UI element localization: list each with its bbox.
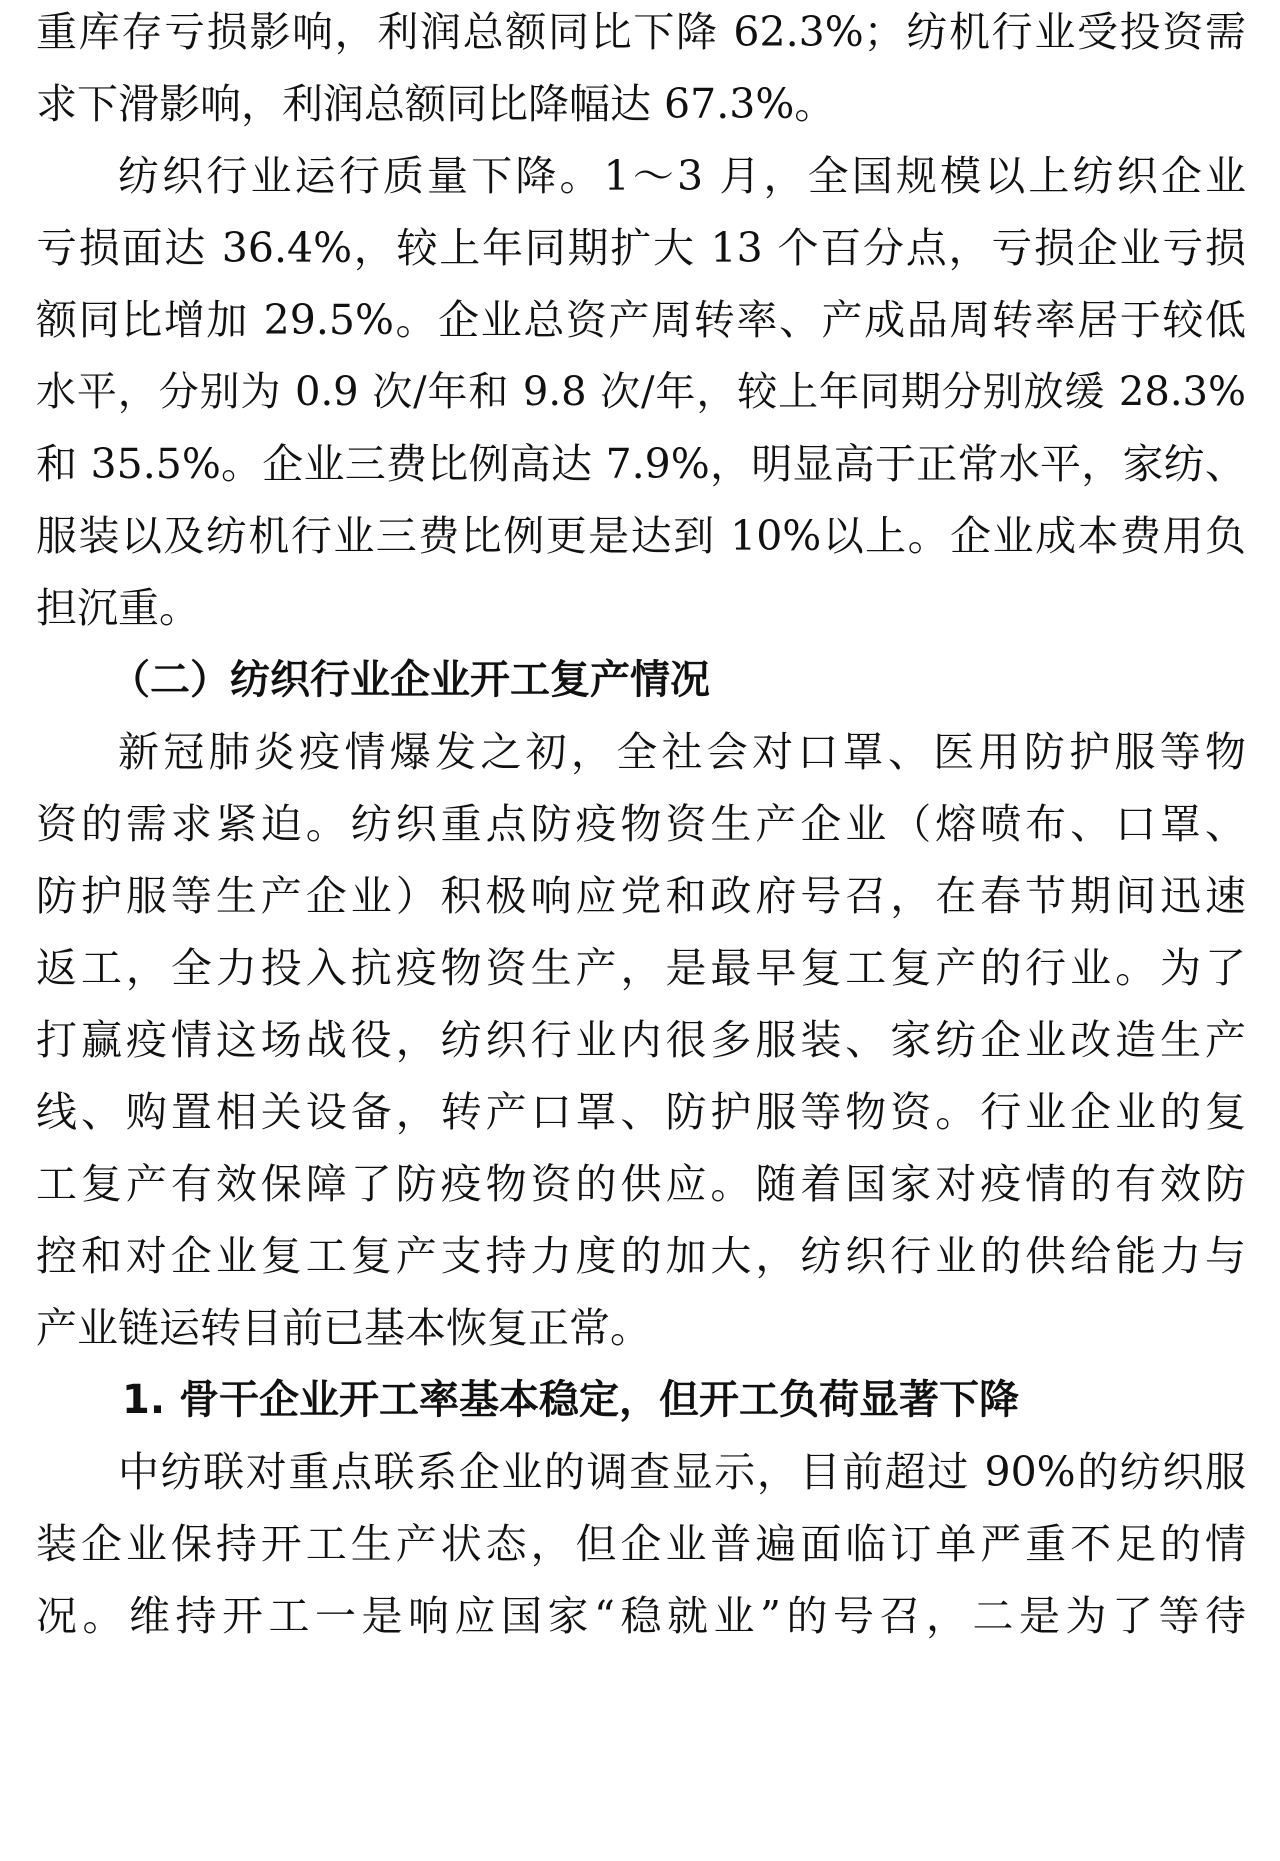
subsection-heading: 1. 骨干企业开工率基本稳定，但开工负荷显著下降: [122, 1377, 1019, 1423]
paragraph-line: 防护服等生产企业）积极响应党和政府号召，在春节期间迅速: [36, 872, 1246, 920]
paragraph-line: 产业链运转目前已基本恢复正常。: [36, 1304, 651, 1352]
paragraph-line: 新冠肺炎疫情爆发之初，全社会对口罩、医用防护服等物: [118, 728, 1246, 776]
paragraph-line: 资的需求紧迫。纺织重点防疫物资生产企业（熔喷布、口罩、: [36, 800, 1246, 848]
paragraph-line: 返工，全力投入抗疫物资生产，是最早复工复产的行业。为了: [36, 944, 1246, 992]
paragraph-line: 中纺联对重点联系企业的调查显示，目前超过 90%的纺织服: [118, 1448, 1246, 1496]
paragraph-line: 控和对企业复工复产支持力度的加大，纺织行业的供给能力与: [36, 1232, 1246, 1280]
paragraph-line: 装企业保持开工生产状态，但企业普遍面临订单严重不足的情: [36, 1520, 1246, 1568]
paragraph-line: 亏损面达 36.4%，较上年同期扩大 13 个百分点，亏损企业亏损: [36, 224, 1246, 272]
paragraph-line: 和 35.5%。企业三费比例高达 7.9%，明显高于正常水平，家纺、: [36, 440, 1246, 488]
paragraph-line: 额同比增加 29.5%。企业总资产周转率、产成品周转率居于较低: [36, 296, 1246, 344]
section-heading: （二）纺织行业企业开工复产情况: [110, 657, 710, 703]
paragraph-line: 重库存亏损影响，利润总额同比下降 62.3%；纺机行业受投资需: [36, 8, 1246, 56]
paragraph-line: 服装以及纺机行业三费比例更是达到 10%以上。企业成本费用负: [36, 512, 1246, 560]
paragraph-line: 线、购置相关设备，转产口罩、防护服等物资。行业企业的复: [36, 1088, 1246, 1136]
paragraph-line: 求下滑影响，利润总额同比降幅达 67.3%。: [36, 80, 836, 128]
paragraph-line: 水平，分别为 0.9 次/年和 9.8 次/年，较上年同期分别放缓 28.3%: [36, 369, 1246, 415]
paragraph-line: 担沉重。: [36, 584, 200, 632]
paragraph-line: 况。维持开工一是响应国家“稳就业”的号召，二是为了等待: [36, 1592, 1246, 1640]
paragraph-line: 纺织行业运行质量下降。1～3 月，全国规模以上纺织企业: [118, 152, 1246, 200]
paragraph-line: 打赢疫情这场战役，纺织行业内很多服装、家纺企业改造生产: [36, 1016, 1246, 1064]
paragraph-line: 工复产有效保障了防疫物资的供应。随着国家对疫情的有效防: [36, 1160, 1246, 1208]
